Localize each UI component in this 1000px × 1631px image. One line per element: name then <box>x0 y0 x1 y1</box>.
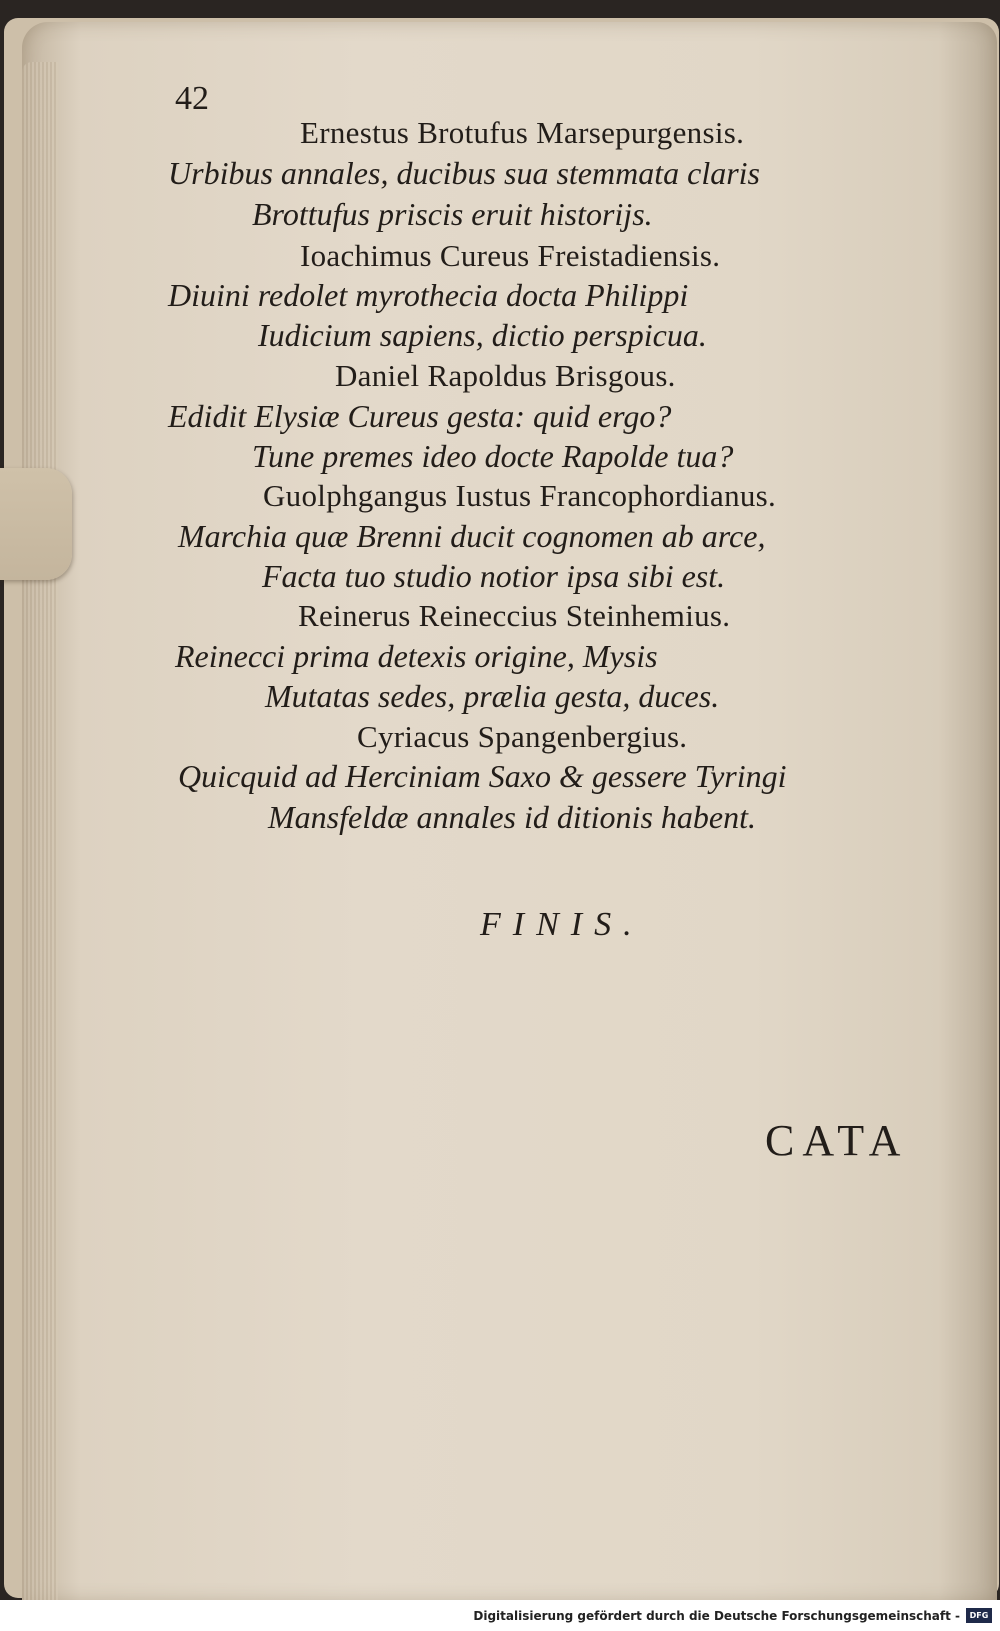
verse-line: Reinecci prima detexis origine, Mysis <box>175 638 658 674</box>
author-heading: Cyriacus Spangenbergius. <box>357 719 688 754</box>
dfg-logo: DFG <box>966 1608 992 1623</box>
digitization-footer <box>0 1600 1000 1631</box>
verse-line: Edidit Elysiæ Cureus gesta: quid ergo? <box>168 398 672 434</box>
verse-line: Mutatas sedes, prælia gesta, duces. <box>265 678 720 714</box>
verse-line: Tune premes ideo docte Rapolde tua? <box>252 438 734 474</box>
verse-line: Iudicium sapiens, dictio perspicua. <box>258 317 707 353</box>
verse-line: Facta tuo studio notior ipsa sibi est. <box>262 558 726 594</box>
page-number: 42 <box>175 80 209 117</box>
verse-line: Quicquid ad Herciniam Saxo & gessere Tyringi <box>178 758 787 794</box>
verse-line: Diuini redolet myrothecia docta Philippi <box>168 277 689 313</box>
author-heading: Ernestus Brotufus Marsepurgensis. <box>300 115 745 150</box>
footer-credit: Digitalisierung gefördert durch die Deutsche Forschungsgemeinschaft - <box>473 1608 960 1623</box>
verse-line: Mansfeldæ annales id ditionis habent. <box>268 799 756 835</box>
author-heading: Ioachimus Cureus Freistadiensis. <box>300 238 721 273</box>
author-heading: Daniel Rapoldus Brisgous. <box>335 358 676 393</box>
catchword: CATA <box>765 1116 909 1165</box>
verse-line: Brottufus priscis eruit historijs. <box>252 196 653 232</box>
verse-line: Urbibus annales, ducibus sua stemmata claris <box>168 155 760 191</box>
author-heading: Reinerus Reineccius Steinhemius. <box>298 598 731 633</box>
author-heading: Guolphgangus Iustus Francophordianus. <box>263 478 777 513</box>
finis-mark: FINIS. <box>480 906 644 943</box>
verse-line: Marchia quæ Brenni ducit cognomen ab arce, <box>178 518 766 554</box>
